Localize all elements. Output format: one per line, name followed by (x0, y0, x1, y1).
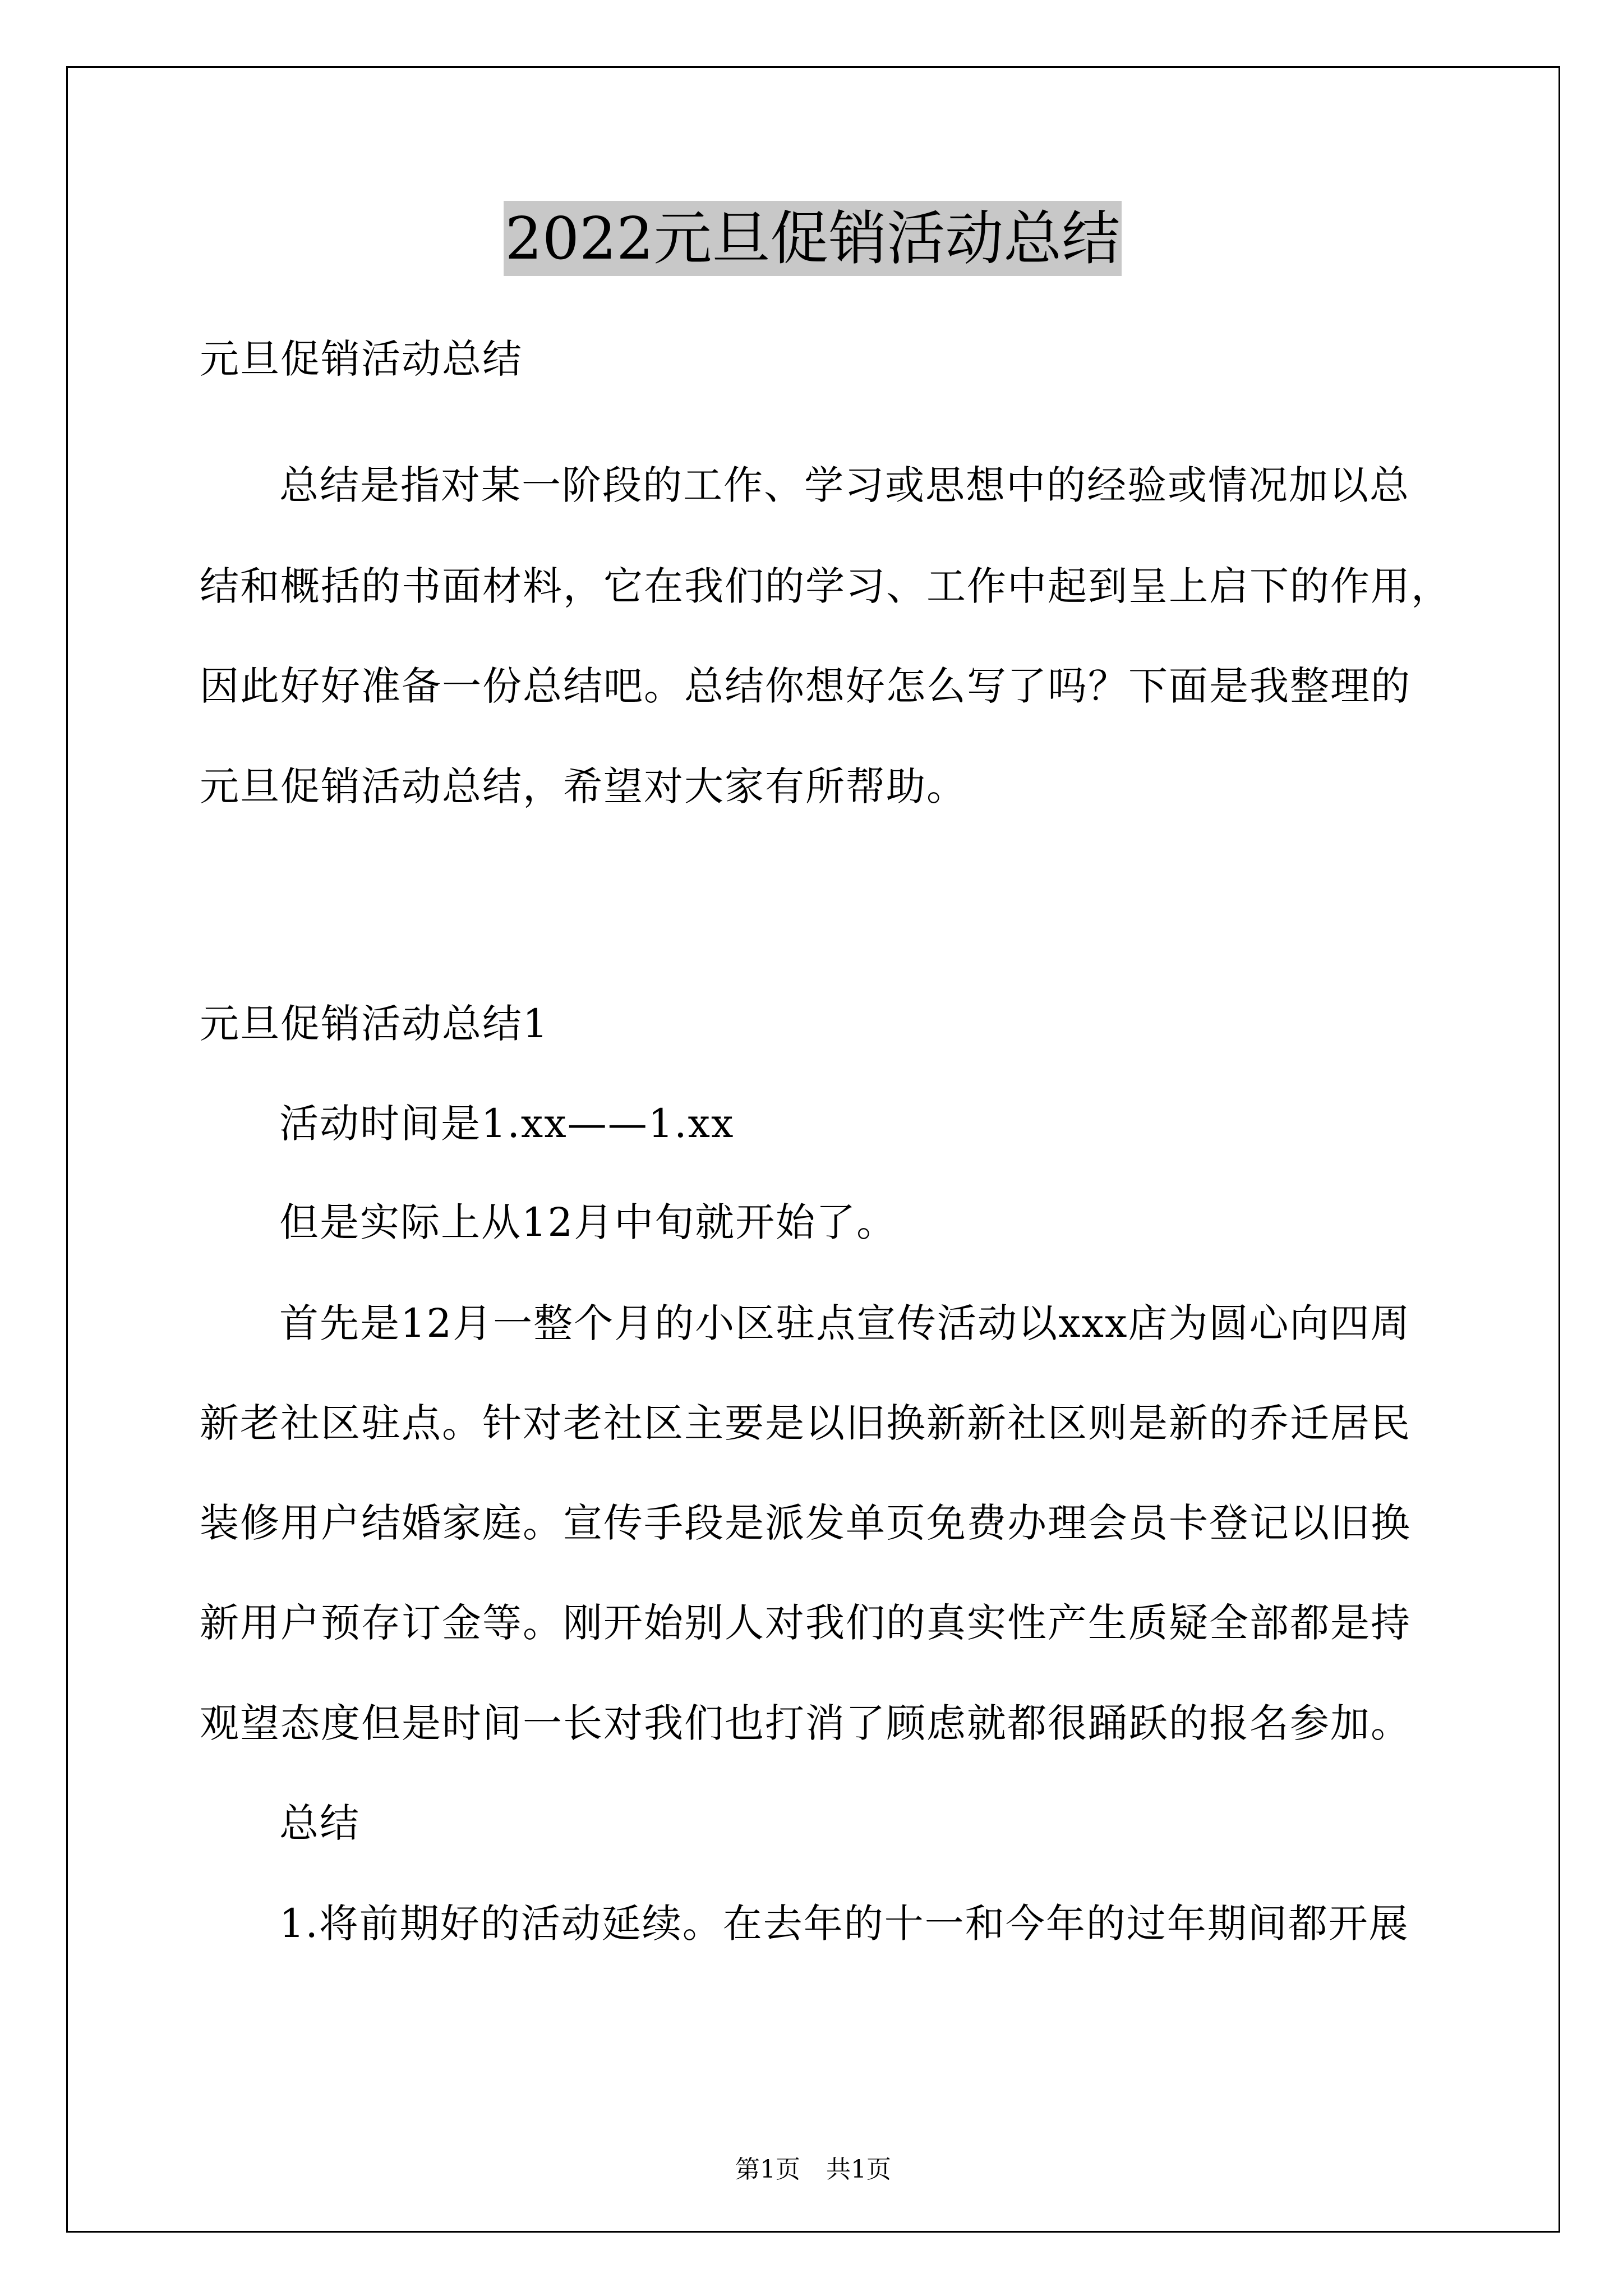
page-footer (673, 2153, 953, 2187)
paragraph-line: 新老社区驻点。针对老社区主要是以旧换新新社区则是新的乔迁居民 (200, 1400, 1411, 1446)
paragraph-line: 活动时间是1.xx——1.xx (279, 1101, 735, 1147)
paragraph-line: 新用户预存订金等。刚开始别人对我们的真实性产生质疑全部都是持 (200, 1600, 1411, 1646)
section-heading: 总结 (279, 1800, 360, 1846)
page-number: 第1页 (735, 2155, 800, 2184)
paragraph-line: 装修用户结婚家庭。宣传手段是派发单页免费办理会员卡登记以旧换 (200, 1500, 1411, 1546)
paragraph-line: 1.将前期好的活动延续。在去年的十一和今年的过年期间都开展 (279, 1901, 1409, 1947)
page-total: 共1页 (826, 2155, 891, 2184)
paragraph-line: 但是实际上从12月中旬就开始了。 (279, 1199, 897, 1245)
document-title: 2022元旦促销活动总结 (504, 201, 1122, 276)
paragraph-line: 总结是指对某一阶段的工作、学习或思想中的经验或情况加以总 (279, 462, 1410, 508)
paragraph-line: 观望态度但是时间一长对我们也打消了顾虑就都很踊跃的报名参加。 (200, 1700, 1411, 1746)
section-heading: 元旦促销活动总结 (200, 336, 523, 382)
section-heading: 元旦促销活动总结1 (200, 1001, 549, 1047)
paragraph-line: 元旦促销活动总结，希望对大家有所帮助。 (200, 763, 967, 809)
paragraph-line: 首先是12月一整个月的小区驻点宣传活动以xxx店为圆心向四周 (279, 1300, 1411, 1346)
paragraph-line: 结和概括的书面材料，它在我们的学习、工作中起到呈上启下的作用， (200, 563, 1451, 609)
paragraph-line: 因此好好准备一份总结吧。总结你想好怎么写了吗？下面是我整理的 (200, 663, 1411, 709)
